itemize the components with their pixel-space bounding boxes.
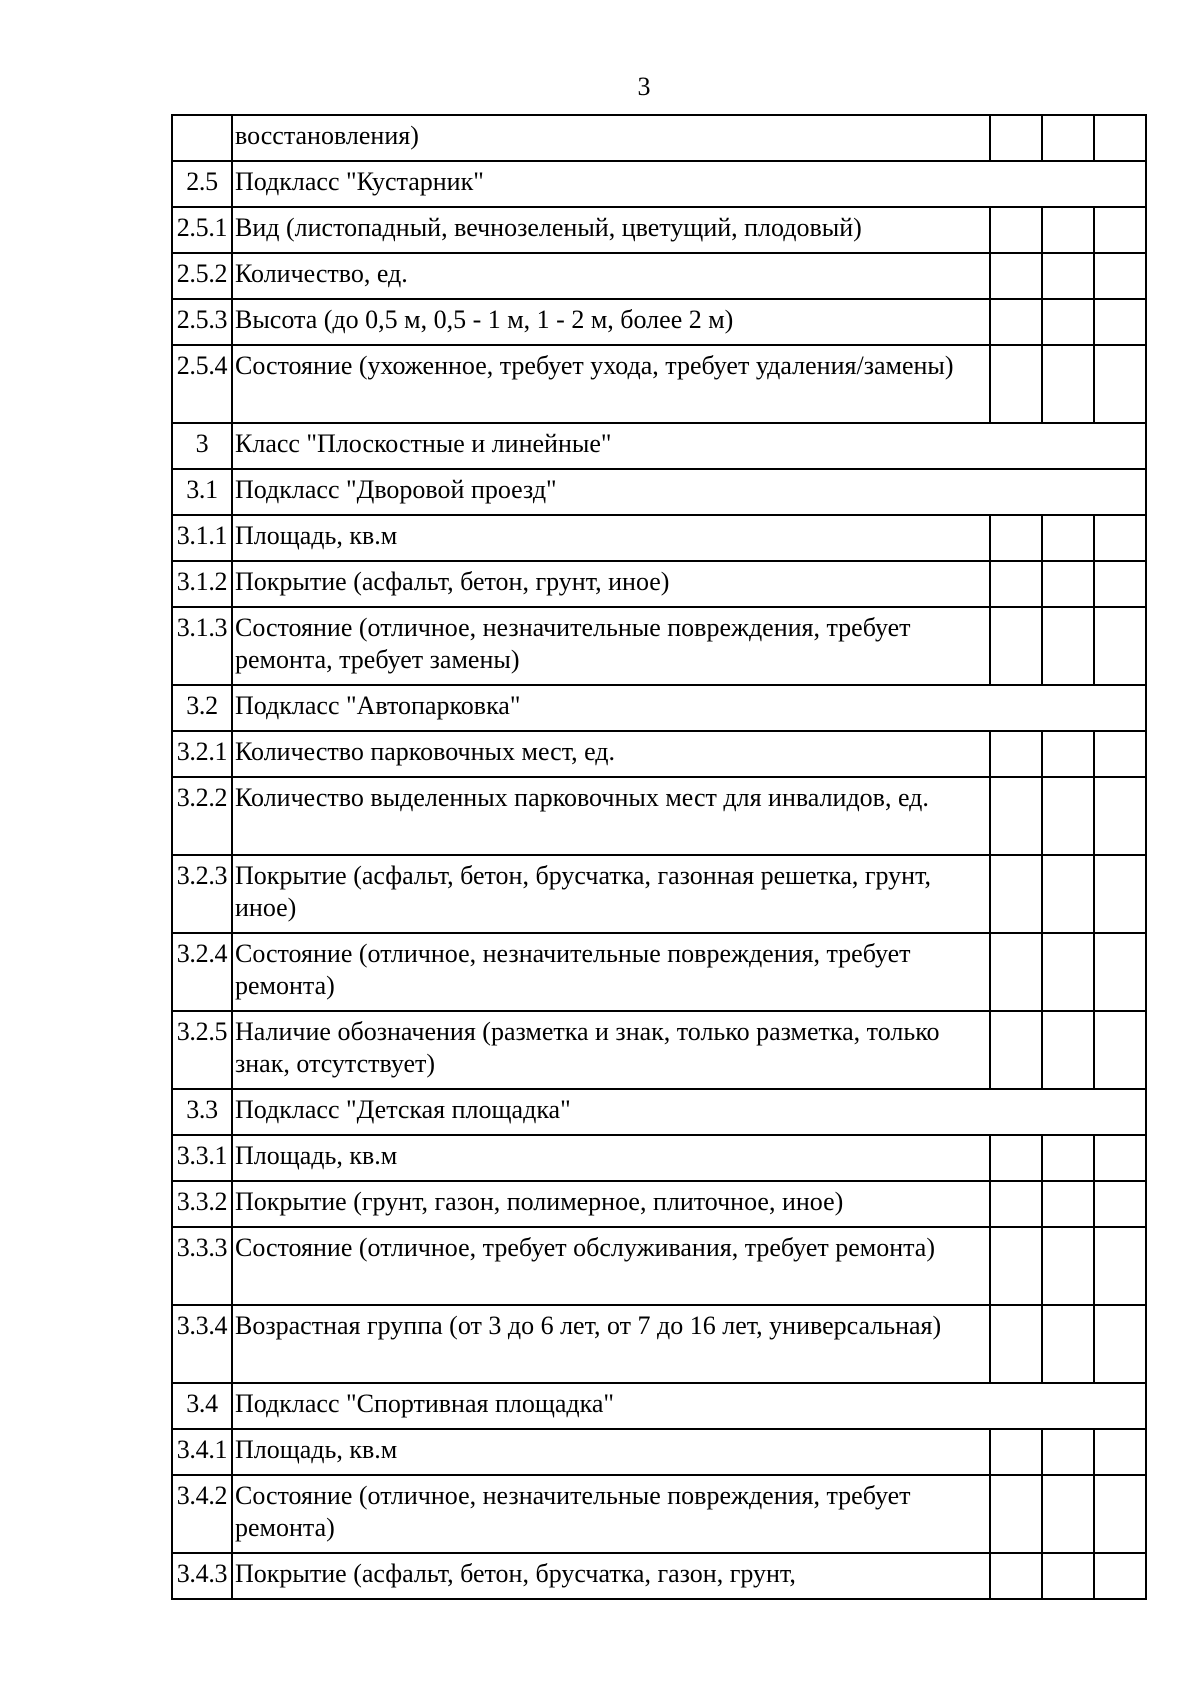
mark-cell[interactable] xyxy=(990,345,1042,423)
row-number: 3.3.3 xyxy=(172,1227,232,1305)
mark-cell[interactable] xyxy=(990,1011,1042,1089)
mark-cell[interactable] xyxy=(1094,1553,1146,1599)
table-section-row xyxy=(172,469,1146,515)
row-number: 3.2.3 xyxy=(172,855,232,933)
row-number: 3.1 xyxy=(172,469,232,515)
table-row xyxy=(172,855,1146,933)
row-number: 3.2.5 xyxy=(172,1011,232,1089)
row-description: Состояние (отличное, незначительные повреждения, требует ремонта) xyxy=(232,1475,990,1553)
mark-cell[interactable] xyxy=(1094,207,1146,253)
mark-cell[interactable] xyxy=(1042,345,1094,423)
table-row xyxy=(172,933,1146,1011)
mark-cell[interactable] xyxy=(990,1553,1042,1599)
mark-cell[interactable] xyxy=(1042,607,1094,685)
row-description: Состояние (ухоженное, требует ухода, требует удаления/замены) xyxy=(232,345,990,423)
table-row xyxy=(172,1429,1146,1475)
table-row xyxy=(172,607,1146,685)
row-description: Состояние (отличное, требует обслуживания, требует ремонта) xyxy=(232,1227,990,1305)
mark-cell[interactable] xyxy=(1094,1011,1146,1089)
mark-cell[interactable] xyxy=(1094,1135,1146,1181)
row-number: 3.3.1 xyxy=(172,1135,232,1181)
mark-cell[interactable] xyxy=(1042,1553,1094,1599)
mark-cell[interactable] xyxy=(990,515,1042,561)
table-section-row xyxy=(172,685,1146,731)
table-row xyxy=(172,1553,1146,1599)
table-row xyxy=(172,253,1146,299)
mark-cell[interactable] xyxy=(1042,933,1094,1011)
row-number: 3.3.4 xyxy=(172,1305,232,1383)
mark-cell[interactable] xyxy=(1094,933,1146,1011)
table-row xyxy=(172,1135,1146,1181)
mark-cell[interactable] xyxy=(990,933,1042,1011)
mark-cell[interactable] xyxy=(1094,515,1146,561)
row-number: 3.4.3 xyxy=(172,1553,232,1599)
section-title: Подкласс "Спортивная площадка" xyxy=(232,1383,1146,1429)
mark-cell[interactable] xyxy=(990,777,1042,855)
row-number: 2.5.1 xyxy=(172,207,232,253)
section-title: Подкласс "Детская площадка" xyxy=(232,1089,1146,1135)
row-number: 3 xyxy=(172,423,232,469)
mark-cell[interactable] xyxy=(1042,115,1094,161)
table-row xyxy=(172,207,1146,253)
row-number: 2.5 xyxy=(172,161,232,207)
mark-cell[interactable] xyxy=(1094,731,1146,777)
row-number: 3.3 xyxy=(172,1089,232,1135)
table-row xyxy=(172,1181,1146,1227)
section-title: Класс "Плоскостные и линейные" xyxy=(232,423,1146,469)
mark-cell[interactable] xyxy=(990,253,1042,299)
row-description: Состояние (отличное, незначительные повреждения, требует ремонта) xyxy=(232,933,990,1011)
mark-cell[interactable] xyxy=(1042,1227,1094,1305)
table-section-row xyxy=(172,161,1146,207)
mark-cell[interactable] xyxy=(990,299,1042,345)
mark-cell[interactable] xyxy=(990,1181,1042,1227)
row-number: 3.4.2 xyxy=(172,1475,232,1553)
table-row xyxy=(172,1475,1146,1553)
row-number xyxy=(172,115,232,161)
row-number: 2.5.3 xyxy=(172,299,232,345)
table-row xyxy=(172,299,1146,345)
row-description: восстановления) xyxy=(232,115,990,161)
row-description: Площадь, кв.м xyxy=(232,1135,990,1181)
row-description: Площадь, кв.м xyxy=(232,515,990,561)
row-number: 3.1.1 xyxy=(172,515,232,561)
mark-cell[interactable] xyxy=(990,1227,1042,1305)
row-number: 3.2 xyxy=(172,685,232,731)
mark-cell[interactable] xyxy=(1042,855,1094,933)
section-title: Подкласс "Дворовой проезд" xyxy=(232,469,1146,515)
mark-cell[interactable] xyxy=(1094,777,1146,855)
classification-table xyxy=(171,114,1147,1600)
mark-cell[interactable] xyxy=(1094,561,1146,607)
mark-cell[interactable] xyxy=(990,207,1042,253)
row-number: 3.2.4 xyxy=(172,933,232,1011)
mark-cell[interactable] xyxy=(1042,207,1094,253)
mark-cell[interactable] xyxy=(1042,1135,1094,1181)
row-description: Покрытие (асфальт, бетон, брусчатка, газонная решетка, грунт, иное) xyxy=(232,855,990,933)
mark-cell[interactable] xyxy=(1042,515,1094,561)
page-number: 3 xyxy=(637,72,651,101)
mark-cell[interactable] xyxy=(1094,1475,1146,1553)
section-title: Подкласс "Автопарковка" xyxy=(232,685,1146,731)
table-body xyxy=(172,115,1146,1599)
mark-cell[interactable] xyxy=(990,1475,1042,1553)
mark-cell[interactable] xyxy=(1094,1227,1146,1305)
table-row xyxy=(172,777,1146,855)
table-row xyxy=(172,345,1146,423)
row-number: 3.2.2 xyxy=(172,777,232,855)
mark-cell[interactable] xyxy=(1042,1181,1094,1227)
row-description: Покрытие (асфальт, бетон, грунт, иное) xyxy=(232,561,990,607)
mark-cell[interactable] xyxy=(1094,1181,1146,1227)
mark-cell[interactable] xyxy=(1042,561,1094,607)
table-section-row xyxy=(172,423,1146,469)
row-description: Возрастная группа (от 3 до 6 лет, от 7 до 16 лет, универсальная) xyxy=(232,1305,990,1383)
mark-cell[interactable] xyxy=(1094,1429,1146,1475)
mark-cell[interactable] xyxy=(990,1429,1042,1475)
row-description: Состояние (отличное, незначительные повреждения, требует ремонта, требует замены) xyxy=(232,607,990,685)
mark-cell[interactable] xyxy=(990,561,1042,607)
row-number: 3.1.3 xyxy=(172,607,232,685)
mark-cell[interactable] xyxy=(1094,299,1146,345)
mark-cell[interactable] xyxy=(1042,1011,1094,1089)
mark-cell[interactable] xyxy=(1094,345,1146,423)
row-description: Покрытие (асфальт, бетон, брусчатка, газон, грунт, xyxy=(232,1553,990,1599)
table-section-row xyxy=(172,1089,1146,1135)
table-row xyxy=(172,731,1146,777)
mark-cell[interactable] xyxy=(1094,253,1146,299)
mark-cell[interactable] xyxy=(990,607,1042,685)
mark-cell[interactable] xyxy=(990,1135,1042,1181)
table-row xyxy=(172,1011,1146,1089)
mark-cell[interactable] xyxy=(1042,1429,1094,1475)
mark-cell[interactable] xyxy=(990,1305,1042,1383)
table-row xyxy=(172,515,1146,561)
row-description: Покрытие (грунт, газон, полимерное, плиточное, иное) xyxy=(232,1181,990,1227)
table-row xyxy=(172,115,1146,161)
mark-cell[interactable] xyxy=(1042,1305,1094,1383)
row-description: Вид (листопадный, вечнозеленый, цветущий, плодовый) xyxy=(232,207,990,253)
mark-cell[interactable] xyxy=(990,855,1042,933)
mark-cell[interactable] xyxy=(990,731,1042,777)
mark-cell[interactable] xyxy=(1042,1475,1094,1553)
section-title: Подкласс "Кустарник" xyxy=(232,161,1146,207)
mark-cell[interactable] xyxy=(1042,253,1094,299)
mark-cell[interactable] xyxy=(1094,115,1146,161)
table-row xyxy=(172,561,1146,607)
row-description: Наличие обозначения (разметка и знак, только разметка, только знак, отсутствует) xyxy=(232,1011,990,1089)
table-row xyxy=(172,1305,1146,1383)
mark-cell[interactable] xyxy=(1094,1305,1146,1383)
row-number: 3.4.1 xyxy=(172,1429,232,1475)
mark-cell[interactable] xyxy=(990,115,1042,161)
row-number: 2.5.2 xyxy=(172,253,232,299)
mark-cell[interactable] xyxy=(1042,731,1094,777)
row-description: Площадь, кв.м xyxy=(232,1429,990,1475)
row-description: Высота (до 0,5 м, 0,5 - 1 м, 1 - 2 м, более 2 м) xyxy=(232,299,990,345)
mark-cell[interactable] xyxy=(1094,855,1146,933)
row-description: Количество, ед. xyxy=(232,253,990,299)
table-section-row xyxy=(172,1383,1146,1429)
row-number: 2.5.4 xyxy=(172,345,232,423)
mark-cell[interactable] xyxy=(1042,299,1094,345)
row-number: 3.3.2 xyxy=(172,1181,232,1227)
row-number: 3.1.2 xyxy=(172,561,232,607)
row-description: Количество парковочных мест, ед. xyxy=(232,731,990,777)
table-row xyxy=(172,1227,1146,1305)
mark-cell[interactable] xyxy=(1094,607,1146,685)
row-number: 3.2.1 xyxy=(172,731,232,777)
row-description: Количество выделенных парковочных мест для инвалидов, ед. xyxy=(232,777,990,855)
row-number: 3.4 xyxy=(172,1383,232,1429)
mark-cell[interactable] xyxy=(1042,777,1094,855)
